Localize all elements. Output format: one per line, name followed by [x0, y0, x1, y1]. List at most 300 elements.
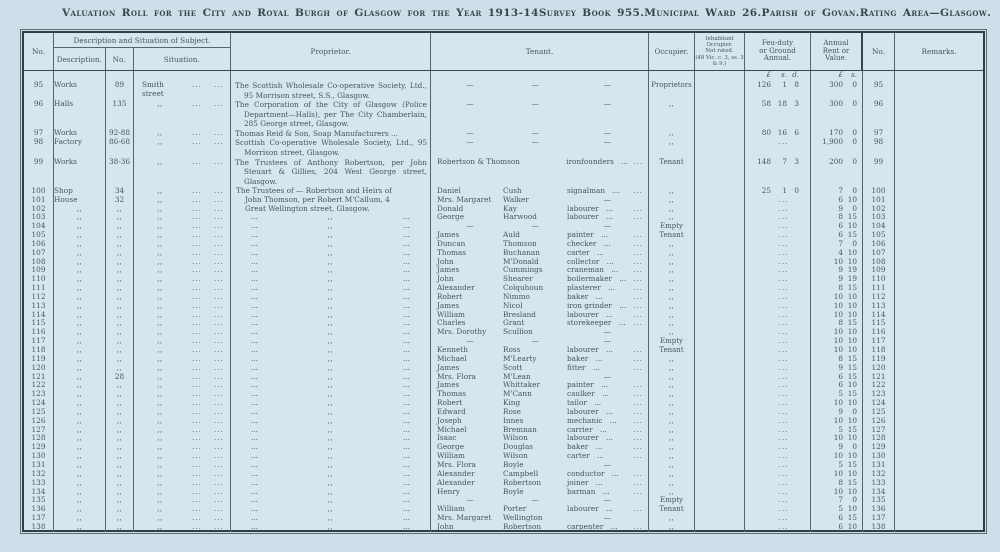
cell-proprietor — [231, 417, 431, 426]
cell-proprietor: Great Wellington street, Glasgow. — [231, 205, 431, 214]
cell-street-number: ,, — [106, 523, 134, 532]
dot-leader-icon: ... — [633, 362, 643, 372]
cell-inhabitant-occupier — [695, 381, 745, 390]
rent-pounds: 5 — [838, 389, 843, 399]
tenant-occupation: labourer ... — [567, 203, 613, 213]
cell-tenant — [431, 100, 649, 129]
situation-text: ,, — [157, 195, 163, 204]
tenant-occupation: barman ... — [567, 486, 610, 496]
cell-remarks — [895, 452, 983, 461]
dot-leader-icon: ... — [251, 362, 258, 372]
cell-row-number: 124 — [24, 399, 54, 408]
situation-text: ,, — [157, 505, 163, 514]
tenant-forename: Duncan — [437, 238, 466, 248]
ditto-mark: ,, — [327, 354, 334, 363]
cell-row-number: 125 — [24, 408, 54, 417]
tenant-forename: Joseph — [437, 415, 462, 425]
cell-description: ,, — [54, 319, 106, 328]
dot-leader-icon: ... — [214, 433, 224, 443]
rent-pounds: 10 — [833, 433, 843, 443]
cell-street-number: ,, — [106, 266, 134, 275]
rent-shillings: 10 — [847, 300, 857, 310]
dot-leader-icon: ... — [214, 230, 224, 240]
cell-remarks — [895, 138, 983, 157]
cell-inhabitant-occupier — [695, 81, 745, 100]
tenant-occupation: craneman ... — [567, 265, 619, 275]
dot-leader-icon: ... — [192, 495, 202, 505]
cell-row-number: 104 — [24, 222, 54, 231]
cell-feu-duty — [745, 158, 811, 187]
cell-remarks — [895, 213, 983, 222]
cell-inhabitant-occupier — [695, 399, 745, 408]
tenant-surname: King — [503, 398, 521, 408]
cell-remarks — [895, 479, 983, 488]
tenant-occupation: labourer ... — [567, 309, 613, 319]
tenant-forename: Robert — [437, 291, 463, 301]
cell-feu-duty: ... — [745, 399, 811, 408]
rent-pounds: 7 — [838, 185, 843, 195]
cell-row-number-right: 108 — [863, 258, 895, 267]
cell-street-number: ,, — [106, 426, 134, 435]
dot-leader-icon: ... — [192, 318, 202, 328]
dot-leader-icon: ... — [192, 406, 202, 416]
ditto-mark: ,, — [327, 487, 334, 496]
cell-inhabitant-occupier — [695, 470, 745, 479]
tenant-surname: Scullion — [503, 327, 533, 337]
cell-row-number-right: 100 — [863, 187, 895, 196]
dot-leader-icon: ... — [403, 398, 410, 408]
cell-occupier: ,, — [649, 328, 695, 337]
dot-leader-icon: ... — [214, 442, 224, 452]
cell-street-number: 135 — [106, 100, 134, 129]
situation-text: ,, — [157, 186, 163, 195]
cell-tenant — [431, 373, 649, 382]
dot-leader-icon: ... — [214, 256, 224, 266]
dot-leader-icon: ... — [192, 283, 202, 293]
header-proprietor: Proprietor. — [231, 33, 431, 70]
rent-shillings: 0 — [852, 185, 857, 195]
title-parish: Parish of Govan. — [761, 7, 860, 19]
tenant-surname: Shearer — [503, 274, 533, 284]
cell-description: ,, — [54, 355, 106, 364]
cell-feu-duty: ... — [745, 408, 811, 417]
feu-pounds: 80 — [761, 128, 771, 138]
rent-pounds: 170 — [829, 128, 843, 138]
tenant-forename: James — [437, 380, 460, 390]
tenant-occupation: conductor ... — [567, 468, 619, 478]
cell-description: ,, — [54, 249, 106, 258]
dot-leader-icon: ... — [403, 371, 410, 381]
cell-tenant — [431, 523, 649, 532]
dot-leader-icon: ... — [192, 442, 202, 452]
cell-row-number: 106 — [24, 240, 54, 249]
cell-proprietor — [231, 258, 431, 267]
cell-proprietor: The Corporation of the City of Glasgow (Police Department—Halls), per The City Chamberlain, 285 George street, Glasgow. — [231, 100, 431, 129]
tenant-occupation: storekeeper ... — [567, 318, 626, 328]
cell-proprietor — [231, 381, 431, 390]
dot-leader-icon: ... — [192, 185, 202, 195]
dot-leader-icon: ... — [214, 389, 224, 399]
cell-description: Factory — [54, 138, 106, 157]
situation-text: ,, — [157, 381, 163, 390]
tenant-dash: — — [603, 137, 612, 147]
cell-feu-duty: ... — [745, 249, 811, 258]
cell-proprietor: The Trustees of Anthony Robertson, per John Steuart & Gillies, 204 West George street, Glasgow. — [231, 158, 431, 187]
dot-leader-icon: ... — [633, 353, 643, 363]
cell-inhabitant-occupier — [695, 496, 745, 505]
cell-occupier: ,, — [649, 381, 695, 390]
cell-street-number: ,, — [106, 461, 134, 470]
header-situation: Situation. — [163, 54, 200, 64]
cell-occupier: Empty — [649, 337, 695, 346]
dot-leader-icon: ... — [403, 336, 410, 346]
cell-inhabitant-occupier — [695, 100, 745, 129]
rent-shillings: 10 — [847, 336, 857, 346]
cell-feu-duty: ... — [745, 514, 811, 523]
cell-description: ,, — [54, 523, 106, 532]
cell-remarks — [895, 284, 983, 293]
dot-leader-icon: ... — [214, 291, 224, 301]
cell-proprietor — [231, 470, 431, 479]
cell-proprietor — [231, 355, 431, 364]
cell-proprietor: The Trustees of — Robertson and Heirs of — [231, 187, 431, 196]
dot-leader-icon: ... — [403, 318, 410, 328]
tenant-dash: — — [603, 194, 612, 204]
dot-leader-icon: ... — [251, 238, 258, 248]
cell-description: ,, — [54, 434, 106, 443]
cell-description: ,, — [54, 293, 106, 302]
tenant-surname: Colquhoun — [503, 283, 544, 293]
cell-description: ,, — [54, 337, 106, 346]
cell-feu-duty: ... — [745, 523, 811, 532]
dot-leader-icon: ... — [403, 345, 410, 354]
cell-occupier: ,, — [649, 488, 695, 497]
cell-feu-duty: ... — [745, 373, 811, 382]
cell-tenant — [431, 426, 649, 435]
cell-row-number: 103 — [24, 213, 54, 222]
cell-row-number-right: 132 — [863, 470, 895, 479]
cell-inhabitant-occupier — [695, 319, 745, 328]
cell-street-number: ,, — [106, 205, 134, 214]
tenant-dash: — — [603, 80, 612, 89]
cell-tenant — [431, 249, 649, 258]
cell-row-number: 108 — [24, 258, 54, 267]
situation-text: ,, — [157, 337, 163, 346]
dot-leader-icon: ... — [251, 521, 258, 531]
tenant-forename: William — [437, 451, 465, 461]
tenant-surname: Wilson — [503, 433, 528, 443]
tenant-dash: — — [531, 128, 539, 138]
dot-leader-icon: ... — [403, 406, 410, 416]
cell-row-number: 133 — [24, 479, 54, 488]
tenant-surname: Nicol — [503, 300, 523, 310]
cell-remarks — [895, 399, 983, 408]
dot-leader-icon: ... — [251, 486, 258, 496]
cell-row-number: 136 — [24, 505, 54, 514]
cell-proprietor — [231, 337, 431, 346]
cell-occupier: ,, — [649, 129, 695, 138]
cell-row-number: 115 — [24, 319, 54, 328]
ditto-mark: ,, — [327, 452, 334, 461]
rent-shillings: 10 — [847, 221, 857, 231]
rent-shillings: 0 — [852, 137, 857, 147]
tenant-occupation: painter ... — [567, 380, 609, 390]
cell-inhabitant-occupier — [695, 364, 745, 373]
cell-row-number-right: 107 — [863, 249, 895, 258]
tenant-occupation: baker ... — [567, 353, 603, 363]
tenant-forename: William — [437, 504, 465, 514]
cell-feu-duty: ... — [745, 461, 811, 470]
cell-row-number-right: 102 — [863, 205, 895, 214]
cell-tenant — [431, 355, 649, 364]
dot-leader-icon: ... — [192, 327, 202, 337]
rent-pounds: 8 — [838, 318, 843, 328]
cell-remarks — [895, 302, 983, 311]
cell-row-number-right: 95 — [863, 81, 895, 100]
dot-leader-icon: ... — [251, 291, 258, 301]
cell-occupier: ,, — [649, 311, 695, 320]
cell-feu-duty: ... — [745, 346, 811, 355]
ditto-mark: ,, — [327, 478, 334, 487]
tenant-dash: — — [603, 495, 612, 505]
tenant-dash: — — [531, 495, 539, 505]
cell-tenant — [431, 81, 649, 100]
cell-remarks — [895, 328, 983, 337]
tenant-occupation: plasterer ... — [567, 283, 615, 293]
situation-text: ,, — [157, 416, 163, 425]
cell-feu-duty — [745, 81, 811, 100]
rent-shillings: 19 — [847, 265, 857, 275]
rent-shillings: 0 — [852, 99, 857, 109]
dot-leader-icon: ... — [251, 495, 258, 505]
rent-pounds: 8 — [838, 283, 843, 293]
cell-tenant — [431, 222, 649, 231]
situation-text: ,, — [157, 266, 163, 275]
dot-leader-icon: ... — [192, 194, 202, 204]
cell-row-number-right: 134 — [863, 488, 895, 497]
feu-shillings: 1 — [782, 80, 787, 89]
dot-leader-icon: ... — [403, 283, 410, 293]
tenant-forename: Alexander — [437, 477, 475, 487]
rent-pounds: 6 — [838, 371, 843, 381]
ditto-mark: ,, — [327, 416, 334, 425]
tenant-forename: Thomas — [437, 389, 466, 399]
dot-leader-icon: ... — [633, 398, 643, 408]
dot-leader-icon: ... — [214, 424, 224, 434]
rent-shillings: 0 — [852, 238, 857, 248]
cell-row-number-right: 110 — [863, 275, 895, 284]
situation-text: ,, — [157, 319, 163, 328]
ditto-mark: ,, — [327, 505, 334, 514]
cell-proprietor — [231, 311, 431, 320]
table-row — [24, 158, 983, 187]
tenant-forename: Daniel — [437, 185, 461, 195]
cell-occupier: ,, — [649, 293, 695, 302]
dot-leader-icon: ... — [192, 371, 202, 381]
cell-situation — [134, 138, 231, 157]
dot-leader-icon: ... — [214, 406, 224, 416]
header-occupier: Occupier. — [649, 33, 695, 70]
cell-proprietor — [231, 373, 431, 382]
dot-leader-icon: ... — [214, 477, 224, 487]
cell-remarks — [895, 205, 983, 214]
cell-row-number-right: 135 — [863, 496, 895, 505]
cell-occupier: ,, — [649, 258, 695, 267]
cell-row-number: 107 — [24, 249, 54, 258]
ditto-mark: ,, — [327, 284, 334, 293]
cell-row-number: 127 — [24, 426, 54, 435]
cell-remarks — [895, 381, 983, 390]
dot-leader-icon: ... — [251, 451, 258, 461]
dot-leader-icon: ... — [192, 309, 202, 319]
cell-row-number: 118 — [24, 346, 54, 355]
cell-occupier: ,, — [649, 523, 695, 532]
dot-leader-icon: ... — [214, 309, 224, 319]
dot-leader-icon: ... — [633, 238, 643, 248]
rent-pounds: 200 — [829, 156, 843, 166]
rent-shillings: 10 — [847, 398, 857, 408]
cell-description: Works — [54, 158, 106, 187]
rent-pounds: 300 — [829, 99, 843, 109]
cell-feu-duty: ... — [745, 222, 811, 231]
ditto-mark: ,, — [327, 266, 334, 275]
cell-inhabitant-occupier — [695, 129, 745, 138]
tenant-occupation: iron grinder ... — [567, 300, 627, 310]
feu-currency-labels: £ s. d. — [745, 71, 811, 81]
cell-description: ,, — [54, 284, 106, 293]
rent-pounds: 9 — [838, 265, 843, 275]
cell-proprietor — [231, 452, 431, 461]
dot-leader-icon: ... — [214, 345, 224, 354]
cell-street-number: ,, — [106, 417, 134, 426]
rent-shillings: 10 — [847, 451, 857, 461]
cell-inhabitant-occupier — [695, 231, 745, 240]
tenant-forename: Isaac — [437, 433, 457, 443]
dot-leader-icon: ... — [633, 212, 643, 222]
tenant-dash: — — [466, 495, 474, 505]
cell-description: ,, — [54, 231, 106, 240]
cell-remarks — [895, 231, 983, 240]
rent-pounds: 6 — [838, 521, 843, 531]
rent-pounds: 4 — [838, 247, 843, 257]
cell-annual-rent — [811, 138, 863, 157]
rent-shillings: 10 — [847, 345, 857, 354]
tenant-surname: Campbell — [503, 468, 539, 478]
rent-shillings: 19 — [847, 274, 857, 284]
tenant-surname: Cush — [503, 185, 522, 195]
cell-inhabitant-occupier — [695, 275, 745, 284]
tenant-surname: Buchanan — [503, 247, 540, 257]
cell-description: ,, — [54, 470, 106, 479]
cell-occupier: ,, — [649, 205, 695, 214]
cell-row-number-right: 128 — [863, 434, 895, 443]
tenant-forename: John — [437, 256, 454, 266]
dot-leader-icon: ... — [403, 300, 410, 310]
cell-feu-duty: ... — [745, 302, 811, 311]
cell-row-number: 98 — [24, 138, 54, 157]
cell-street-number: ,, — [106, 505, 134, 514]
dot-leader-icon: ... — [251, 353, 258, 363]
cell-description: ,, — [54, 302, 106, 311]
rent-shillings: 0 — [852, 442, 857, 452]
cell-proprietor — [231, 496, 431, 505]
cell-inhabitant-occupier — [695, 505, 745, 514]
cell-remarks — [895, 249, 983, 258]
dot-leader-icon: ... — [192, 128, 202, 138]
cell-proprietor — [231, 408, 431, 417]
cell-feu-duty: ... — [745, 311, 811, 320]
tenant-dash: — — [466, 336, 474, 346]
cell-remarks — [895, 293, 983, 302]
cell-inhabitant-occupier — [695, 390, 745, 399]
cell-feu-duty: ... — [745, 452, 811, 461]
cell-inhabitant-occupier — [695, 355, 745, 364]
dot-leader-icon: ... — [251, 442, 258, 452]
cell-tenant — [431, 213, 649, 222]
cell-row-number: 128 — [24, 434, 54, 443]
cell-row-number: 130 — [24, 452, 54, 461]
cell-occupier: ,, — [649, 364, 695, 373]
cell-feu-duty: ... — [745, 337, 811, 346]
rent-shillings: 15 — [847, 283, 857, 293]
cell-annual-rent — [811, 158, 863, 187]
tenant-occupation: baker ... — [567, 291, 603, 301]
cell-row-number: 96 — [24, 100, 54, 129]
dot-leader-icon: ... — [251, 459, 258, 469]
header-annual-rent: Annual Rent or Value. — [811, 33, 863, 70]
cell-inhabitant-occupier — [695, 240, 745, 249]
situation-text: ,, — [157, 354, 163, 363]
cell-occupier: ,, — [649, 479, 695, 488]
situation-text: ,, — [157, 239, 163, 248]
dot-leader-icon: ... — [251, 327, 258, 337]
tenant-dash: — — [603, 327, 612, 337]
dot-leader-icon: ... — [251, 336, 258, 346]
tenant-forename: Kenneth — [437, 345, 468, 354]
tenant-occupation: mechanic ... — [567, 415, 617, 425]
feu-shillings: 16 — [777, 128, 787, 138]
cell-description: ,, — [54, 240, 106, 249]
dot-leader-icon: ... — [251, 389, 258, 399]
tenant-surname: Boyle — [503, 486, 524, 496]
dot-leader-icon: ... — [192, 353, 202, 363]
rent-pounds: 8 — [838, 212, 843, 222]
cell-proprietor — [231, 284, 431, 293]
cell-feu-duty: ... — [745, 213, 811, 222]
cell-remarks — [895, 266, 983, 275]
cell-row-number-right: 136 — [863, 505, 895, 514]
rent-pounds: 10 — [833, 486, 843, 496]
cell-occupier: ,, — [649, 302, 695, 311]
situation-text: ,, — [157, 425, 163, 434]
dot-leader-icon: ... — [633, 156, 644, 166]
dot-leader-icon: ... — [192, 477, 202, 487]
title-survey-book: Survey Book 955. — [538, 7, 645, 19]
cell-remarks — [895, 496, 983, 505]
cell-street-number: ,, — [106, 364, 134, 373]
dot-leader-icon: ... — [192, 521, 202, 531]
tenant-forename: George — [437, 212, 465, 222]
cell-street-number: ,, — [106, 479, 134, 488]
header-no-right: No. — [863, 33, 895, 70]
dot-leader-icon: ... — [192, 156, 202, 166]
rent-pounds: 10 — [833, 345, 843, 354]
dot-leader-icon: ... — [403, 309, 410, 319]
cell-occupier: ,, — [649, 100, 695, 129]
cell-feu-duty: ... — [745, 434, 811, 443]
situation-text: ,, — [157, 496, 163, 505]
rent-shillings: 15 — [847, 389, 857, 399]
